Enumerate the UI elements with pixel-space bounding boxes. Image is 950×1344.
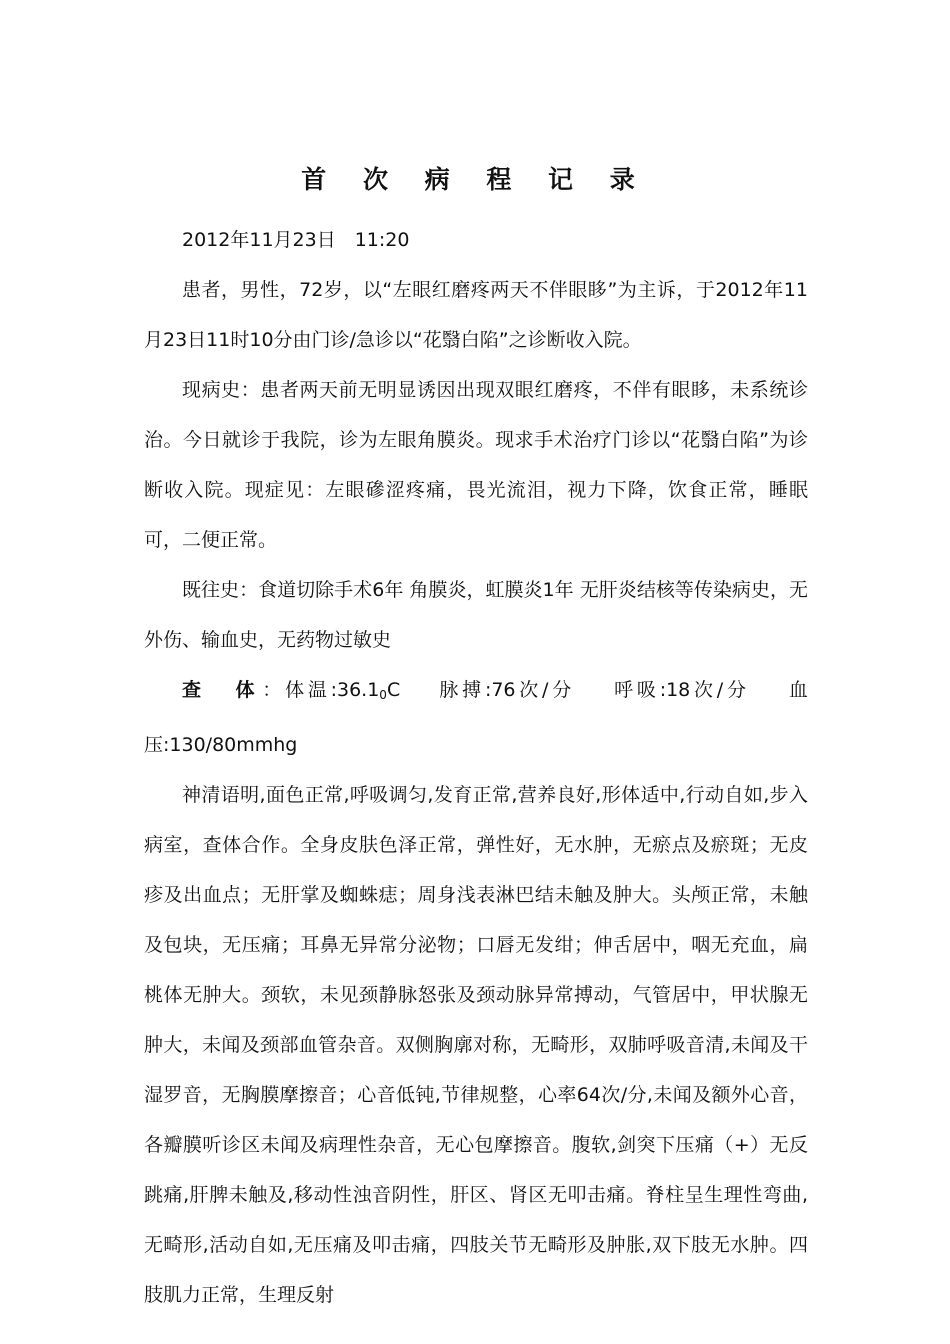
temperature-value: 体温:36.1 <box>285 679 380 701</box>
physical-exam-findings: 神清语明,面色正常,呼吸调匀,发育正常,营养良好,形体适中,行动自如,步入病室，查体合作。全身皮肤色泽正常，弹性好，无水肿，无瘀点及瘀斑；无皮疹及出血点；无肝掌及蜘蛛痣；周身浅表淋巴结未触及肿大。头颅正常，未触及包块，无压痛；耳鼻无异常分泌物；口唇无发绀；伸舌居中，咽无充血，扁桃体无肿大。颈软，未见颈静脉怒张及颈动脉异常搏动，气管居中，甲状腺无肿大，未闻及颈部血管杂音。双侧胸廓对称，无畸形，双肺呼吸音清,未闻及干湿罗音，无胸膜摩擦音；心音低钝,节律规整，心率64次/分,未闻及额外心音，各瓣膜听诊区未闻及病理性杂音，无心包摩擦音。腹软,剑突下压痛（+）无反跳痛,肝脾未触及,移动性浊音阴性，肝区、肾区无叩击痛。脊柱呈生理性弯曲,无畸形,活动自如,无压痛及叩击痛，四肢关节无畸形及肿胀,双下肢无水肿。四肢肌力正常，生理反射 <box>144 784 808 1306</box>
present-illness-history: 现病史：患者两天前无明显诱因出现双眼红磨疼，不伴有眼眵，未系统诊治。今日就诊于我院，诊为左眼角膜炎。现求手术治疗门诊以“花翳白陷”为诊断收入院。现症见：左眼磣涩疼痛，畏光流泪，视力下降，饮食正常，睡眠可，二便正常。 <box>144 379 808 551</box>
vital-signs <box>144 665 808 770</box>
document-title: 首 次 病 程 记 录 <box>301 165 649 194</box>
degree-mark: 0 <box>379 688 387 702</box>
blood-pressure: 血压:130/80mmhg <box>144 679 808 756</box>
record-datetime: 2012年11月23日 11:20 <box>182 229 410 251</box>
pulse: 脉搏:76次/分 <box>439 679 575 701</box>
exam-label: 查 体 <box>182 679 263 701</box>
temperature <box>285 679 400 701</box>
temperature-unit: C <box>386 679 401 701</box>
past-medical-history: 既往史：食道切除手术6年 角膜炎，虹膜炎1年 无肝炎结核等传染病史，无外伤、输血史，无药物过敏史 <box>144 579 808 651</box>
exam-colon: ： <box>262 679 286 701</box>
admission-summary: 患者，男性，72岁，以“左眼红磨疼两天不伴眼眵”为主诉，于2012年11月23日11时10分由门诊/急诊以“花翳白陷”之诊断收入院。 <box>144 279 808 351</box>
document-body <box>144 215 808 1320</box>
respiration: 呼吸:18次/分 <box>614 679 750 701</box>
